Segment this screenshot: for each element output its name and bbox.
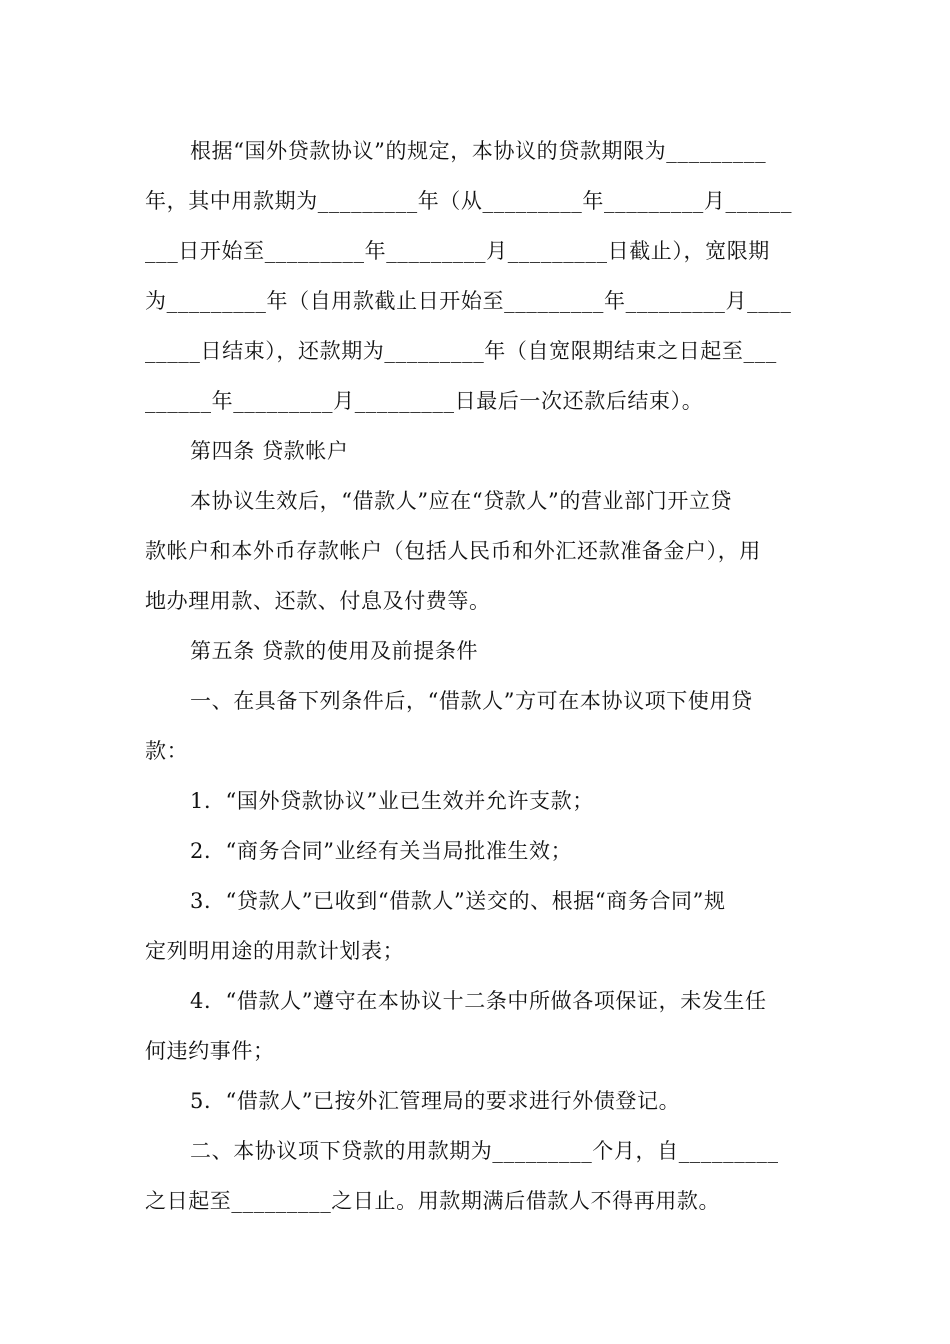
list-item: 1．“国外贷款协议”业已生效并允许支款； (190, 789, 594, 813)
list-item-continuation: 何违约事件； (145, 1039, 275, 1063)
list-item: 4．“借款人”遵守在本协议十二条中所做各项保证，未发生任 (190, 989, 767, 1013)
paragraph-line: 之日起至_________之日止。用款期满后借款人不得再用款。 (145, 1189, 721, 1213)
list-item-continuation: 定列明用途的用款计划表； (145, 939, 405, 963)
paragraph-line: 根据“国外贷款协议”的规定，本协议的贷款期限为_________ (190, 139, 767, 163)
list-item: 3．“贷款人”已收到“借款人”送交的、根据“商务合同”规 (190, 889, 726, 913)
paragraph-line: 本协议生效后，“借款人”应在“贷款人”的营业部门开立贷 (190, 489, 733, 513)
paragraph-line: 地办理用款、还款、付息及付费等。 (145, 589, 491, 613)
paragraph-line: _____日结束），还款期为_________年（自宽限期结束之日起至___ (145, 339, 777, 363)
list-item: 2．“商务合同”业经有关当局批准生效； (190, 839, 573, 863)
paragraph-line: 一、在具备下列条件后，“借款人”方可在本协议项下使用贷 (190, 689, 753, 713)
paragraph-line: 款帐户和本外币存款帐户（包括人民币和外汇还款准备金户），用 (145, 539, 761, 563)
paragraph-line: 年，其中用款期为_________年（从_________年_________月______ (145, 189, 793, 213)
list-item: 5．“借款人”已按外汇管理局的要求进行外债登记。 (190, 1089, 681, 1113)
paragraph-line: 款： (145, 739, 189, 763)
paragraph-line: ______年_________月_________日最后一次还款后结束）。 (145, 389, 704, 413)
paragraph-line: ___日开始至_________年_________月_________日截止），宽限期 (145, 239, 770, 263)
paragraph-line: 二、本协议项下贷款的用款期为_________个月，自_________ (190, 1139, 779, 1163)
paragraph-line: 为_________年（自用款截止日开始至_________年_________月____ (145, 289, 792, 313)
section-heading: 第四条 贷款帐户 (190, 439, 349, 463)
section-heading: 第五条 贷款的使用及前提条件 (190, 639, 479, 663)
